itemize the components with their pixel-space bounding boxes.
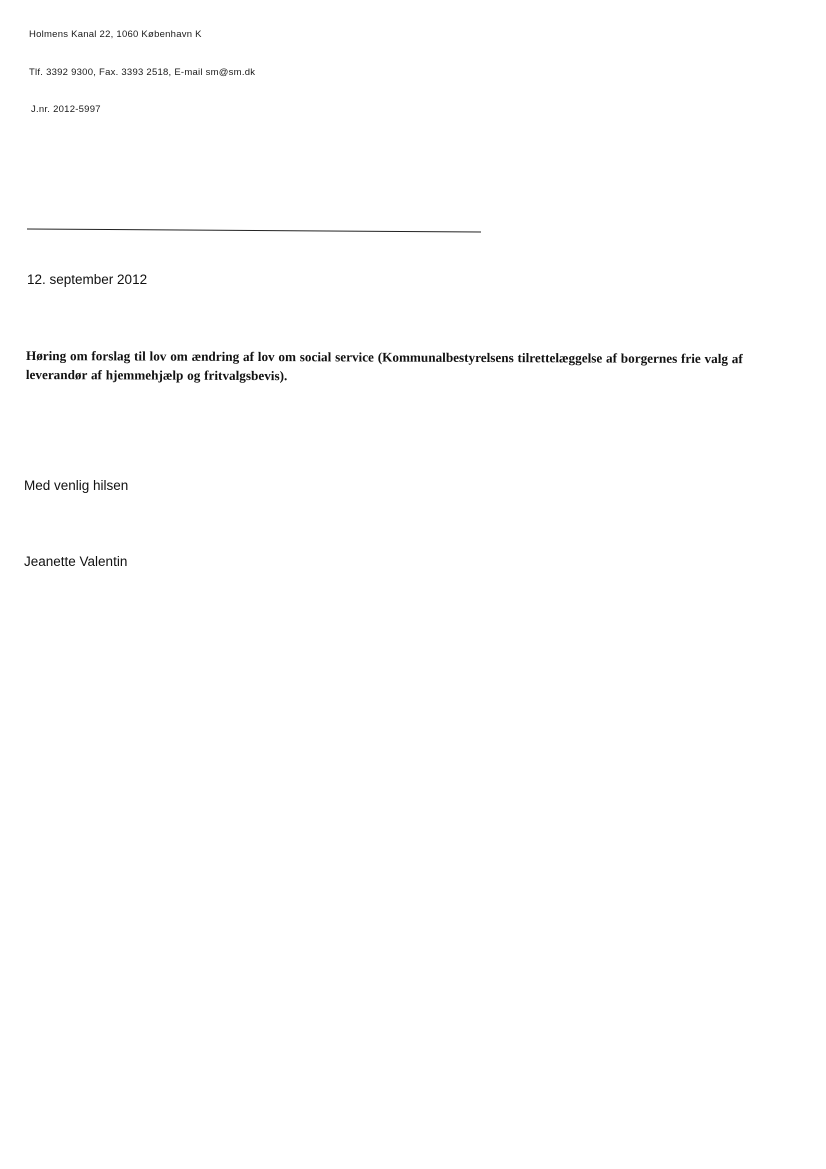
journal-number: J.nr. 2012-5997 — [31, 104, 101, 115]
closing-greeting: Med venlig hilsen — [24, 478, 129, 493]
signatory-name: Jeanette Valentin — [24, 554, 128, 569]
letter-subject: Høring om forslag til lov om ændring af lov om social service (Kommunalbestyrelsens tilrettelæggelse af borgernes frie valg af leverandør af hjemmehjælp og fritvalgsbevis). — [25, 347, 743, 384]
letter-date: 12. september 2012 — [27, 272, 148, 287]
letterhead-contact: Tlf. 3392 9300, Fax. 3393 2518, E-mail sm@sm.dk — [29, 67, 256, 78]
separator-line — [27, 227, 481, 234]
letterhead-address: Holmens Kanal 22, 1060 København K — [29, 29, 202, 40]
